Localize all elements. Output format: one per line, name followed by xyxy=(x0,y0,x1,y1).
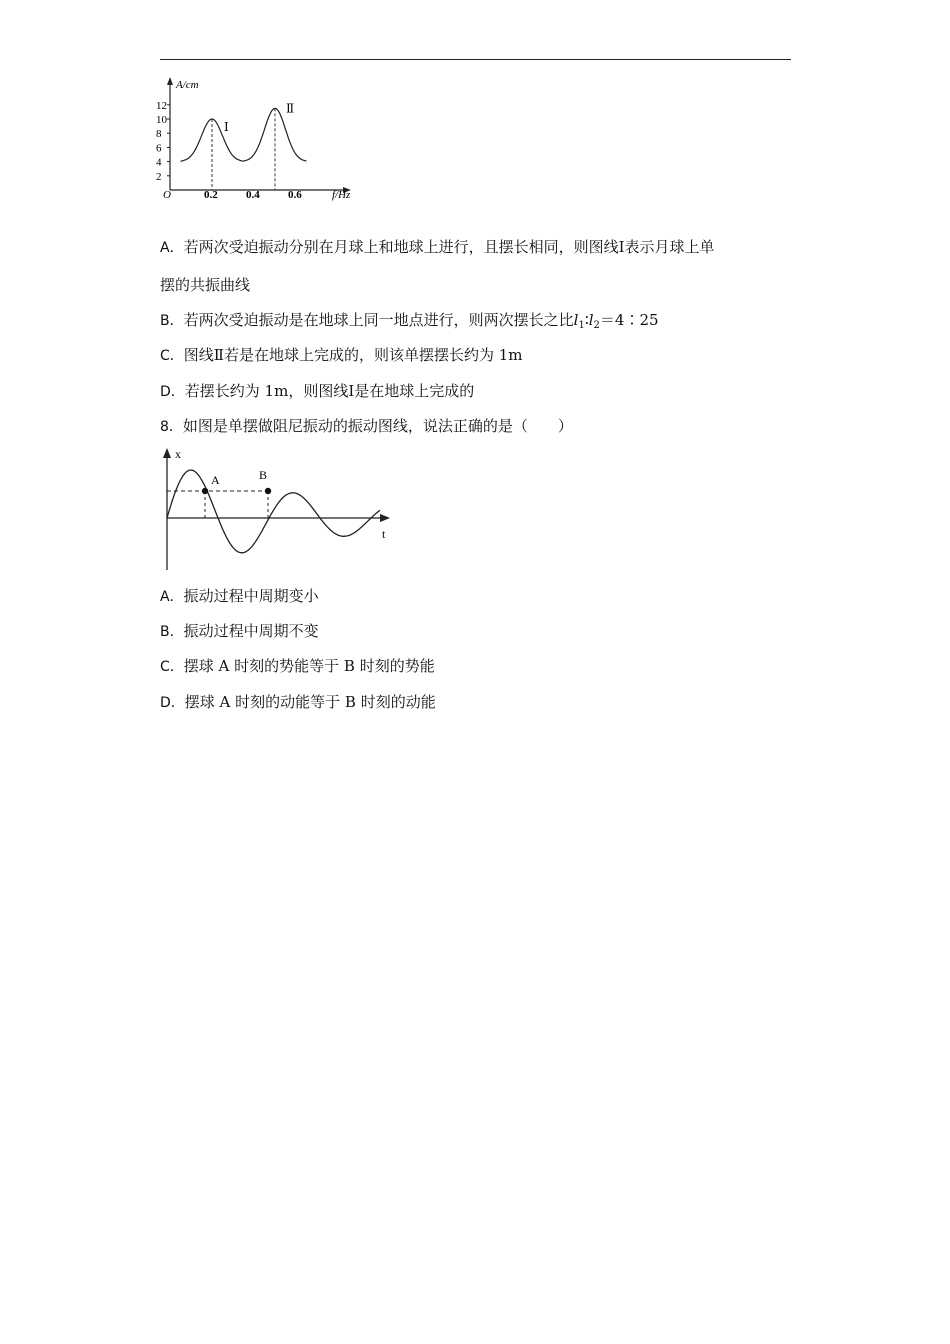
header-rule xyxy=(160,59,791,60)
option-marker: C． xyxy=(160,659,184,675)
q8-option-b[interactable] xyxy=(160,621,319,642)
y-tick-label: 6 xyxy=(156,142,162,155)
option-marker: A． xyxy=(160,589,184,605)
option-text: 摆球 A 时刻的势能等于 B 时刻的势能 xyxy=(183,657,435,675)
point-b-dot xyxy=(265,488,271,494)
x-tick-label: 0.4 xyxy=(246,189,260,201)
option-text: 若摆长约为 1m，则图线Ⅰ是在地球上完成的 xyxy=(184,382,475,400)
option-text: 振动过程中周期不变 xyxy=(183,622,319,640)
x-axis-label: x xyxy=(175,447,181,461)
question-number: 8． xyxy=(160,419,183,435)
option-marker: D． xyxy=(160,384,185,400)
y-tick-label: 10 xyxy=(156,114,167,126)
option-text: 振动过程中周期变小 xyxy=(183,587,319,605)
option-marker: C． xyxy=(160,348,184,364)
option-text: 摆的共振曲线 xyxy=(160,276,251,294)
q8-stem xyxy=(160,416,573,437)
option-text: 摆球 A 时刻的动能等于 B 时刻的动能 xyxy=(184,693,436,711)
point-a-dot xyxy=(202,488,208,494)
var-l1: l xyxy=(573,311,579,329)
y-axis-label: A/cm xyxy=(176,79,199,91)
t-axis-label: t xyxy=(382,527,386,541)
resonance-chart xyxy=(155,74,365,206)
point-a-label: A xyxy=(211,473,220,487)
y-tick-label: 4 xyxy=(156,156,162,169)
question-text: 如图是单摆做阻尼振动的振动图线，说法正确的是（ ） xyxy=(182,417,573,435)
q7-option-d[interactable] xyxy=(160,381,474,402)
t-axis-arrow xyxy=(380,514,390,522)
q7-option-a[interactable] xyxy=(160,237,715,258)
var-l2: l xyxy=(588,311,594,329)
damped-wave xyxy=(167,470,380,553)
ratio-value: ＝4∶25 xyxy=(599,311,659,329)
sub-1: 1 xyxy=(578,320,585,331)
q8-option-d[interactable] xyxy=(160,692,436,713)
damped-oscillation-figure xyxy=(155,446,400,574)
q8-option-c[interactable] xyxy=(160,656,435,677)
sub-2: 2 xyxy=(593,320,600,331)
q7-option-c[interactable] xyxy=(160,345,523,366)
option-marker: B． xyxy=(160,313,184,329)
ratio-colon: ∶ xyxy=(584,311,589,329)
point-b-label: B xyxy=(259,468,268,482)
option-marker: B． xyxy=(160,624,184,640)
x-tick-label: 0.2 xyxy=(204,189,218,201)
x-axis-label: f/Hz xyxy=(332,189,351,201)
option-text: 若两次受迫振动是在地球上同一地点进行，则两次摆长之比 xyxy=(183,311,574,329)
x-axis-arrow xyxy=(163,448,171,458)
y-tick-label: 2 xyxy=(156,170,162,183)
option-marker: D． xyxy=(160,695,185,711)
x-tick-label: 0.6 xyxy=(288,189,302,201)
option-text: 若两次受迫振动分别在月球上和地球上进行，且摆长相同，则图线Ⅰ表示月球上单 xyxy=(183,238,715,256)
q7-option-a-cont xyxy=(160,275,250,295)
y-tick-label: 12 xyxy=(156,99,167,112)
origin-label: O xyxy=(163,189,171,201)
curve-label-1: Ⅰ xyxy=(224,120,229,134)
option-marker: A． xyxy=(160,240,184,256)
option-text: 图线Ⅱ若是在地球上完成的，则该单摆摆长约为 1m xyxy=(183,346,523,364)
curve-label-2: Ⅱ xyxy=(286,101,295,116)
y-tick-label: 8 xyxy=(156,128,162,141)
q7-option-b[interactable] xyxy=(160,310,659,336)
q8-option-a[interactable] xyxy=(160,586,319,607)
y-axis-arrow xyxy=(167,77,173,85)
